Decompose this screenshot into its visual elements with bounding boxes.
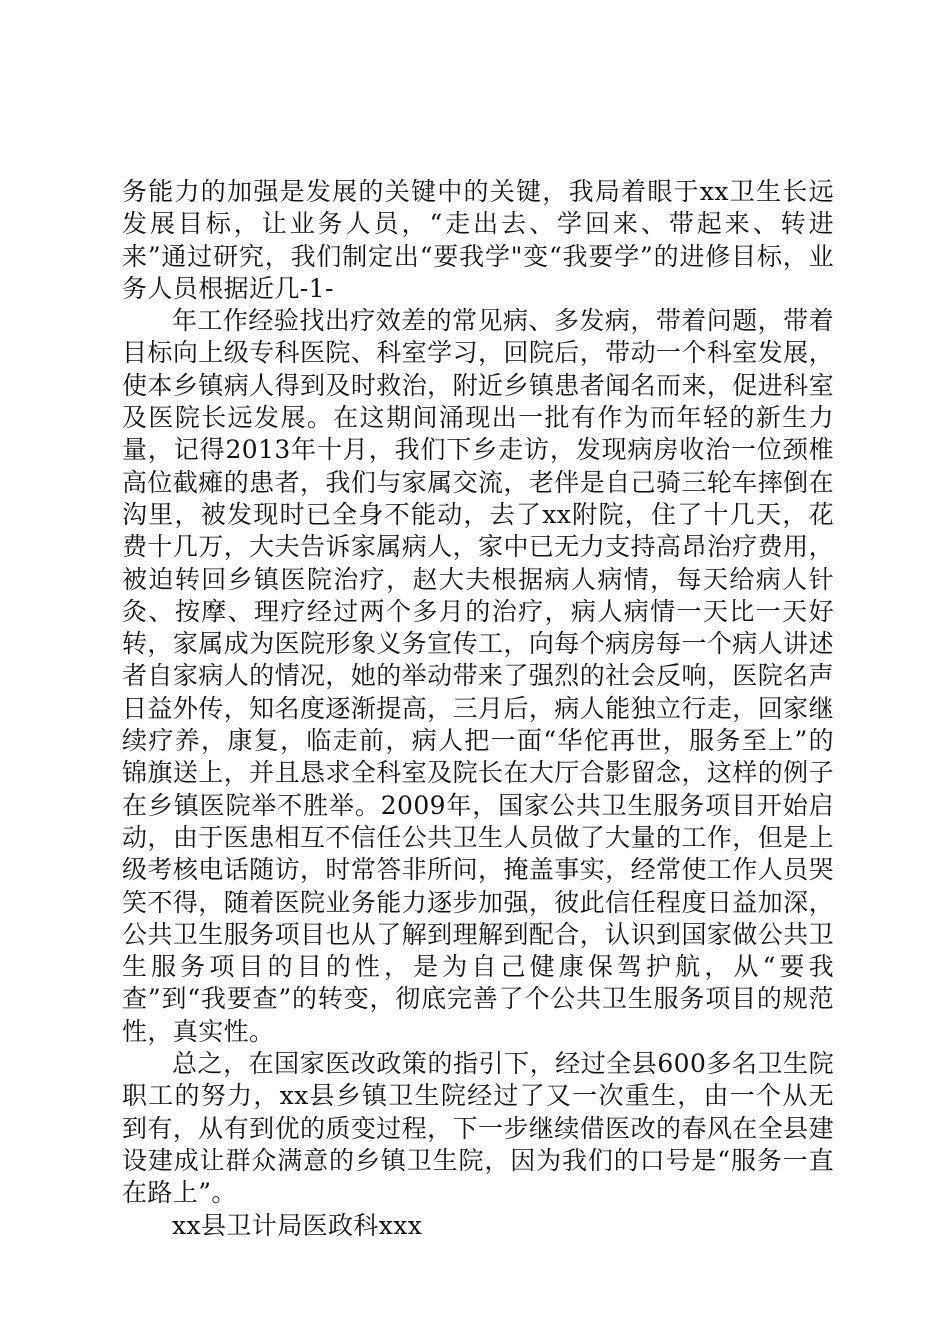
- paragraph-case-story: 年工作经验找出疗效差的常见病、多发病，带着问题，带着目标向上级专科医院、科室学习，回院后，带动一个科室发展，使本乡镇病人得到及时救治，附近乡镇患者闻名而来，促进科室及医院长远发展。在这期间涌现出一批有作为而年轻的新生力量，记得2013年十月，我们下乡走访，发现病房收治一位颈椎高位截瘫的患者，我们与家属交流，老伴是自己骑三轮车摔倒在沟里，被发现时已全身不能动，去了xx附院，住了十几天，花费十几万，大夫告诉家属病人，家中已无力支持高昂治疗费用，被迫转回乡镇医院治疗，赵大夫根据病人病情，每天给病人针灸、按摩、理疗经过两个多月的治疗，病人病情一天比一天好转，家属成为医院形象义务宣传工，向每个病房每一个病人讲述者自家病人的情况，她的举动带来了强烈的社会反响，医院名声日益外传，知名度逐渐提高，三月后，病人能独立行走，回家继续疗养，康复，临走前，病人把一面“华佗再世，服务至上”的锦旗送上，并且恳求全科室及院长在大厅合影留念，这样的例子在乡镇医院举不胜举。2009年，国家公共卫生服务项目开始启动，由于医患相互不信任公共卫生人员做了大量的工作，但是上级考核电话随访，时常答非所问，掩盖事实，经常使工作人员哭笑不得，随着医院业务能力逐步加强，彼此信任程度日益加深，公共卫生服务项目也从了解到理解到配合，认识到国家做公共卫生服务项目的目的性，是为自己健康保驾护航，从“要我查”到“我要查”的转变，彻底完善了个公共卫生服务项目的规范性，真实性。: [122, 306, 834, 1046]
- signature-line: xx县卫计局医政科xxx: [172, 1210, 423, 1240]
- paragraph-continuation: 务能力的加强是发展的关键中的关键，我局着眼于xx卫生长远发展目标，让业务人员，“走出去、学回来、带起来、转进来”通过研究，我们制定出“要我学"变“我要学”的进修目标，业务人员根据近几-1-: [122, 177, 834, 303]
- paragraph-conclusion: 总之，在国家医改政策的指引下，经过全县600多名卫生院职工的努力，xx县乡镇卫生院经过了又一次重生，由一个从无到有，从有到优的质变过程，下一步继续借医改的春风在全县建设建成让群众满意的乡镇卫生院，因为我们的口号是“服务一直在路上”。: [122, 1049, 834, 1208]
- document-body: [122, 176, 834, 1242]
